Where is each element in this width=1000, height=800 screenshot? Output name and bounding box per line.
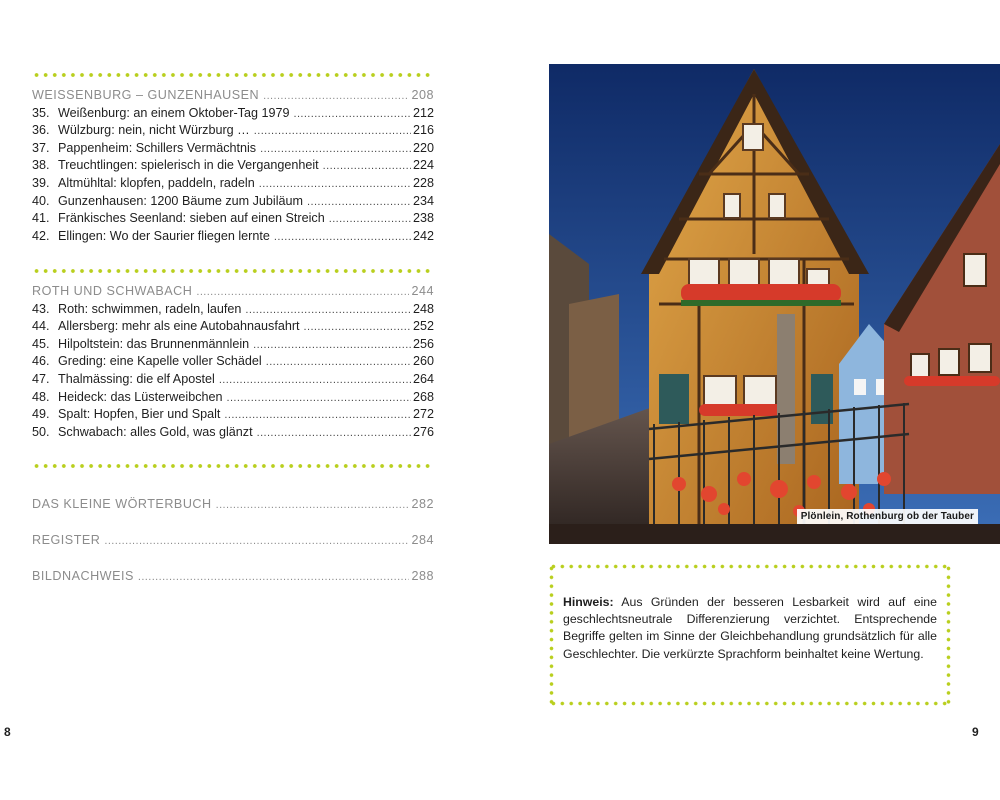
toc-entry-number: 37.	[32, 140, 50, 155]
dot-leader	[274, 229, 411, 247]
toc-entry-title: Greding: eine Kapelle voller Schädel	[58, 354, 262, 369]
dot-leader	[138, 567, 410, 587]
toc-entry-title: Ellingen: Wo der Saurier fliegen lernte	[58, 228, 270, 243]
dotted-border	[549, 701, 951, 706]
toc-entry[interactable]	[32, 228, 434, 246]
toc-appendix-entry[interactable]	[32, 494, 434, 514]
toc-entry-page: 248	[412, 301, 434, 316]
dot-leader	[259, 176, 411, 194]
dot-leader	[253, 337, 411, 355]
dot-leader	[224, 407, 411, 425]
toc-entry-title: Hilpoltstein: das Brunnenmännlein	[58, 336, 250, 351]
dotted-border	[549, 564, 554, 706]
toc-section-heading[interactable]	[32, 87, 434, 105]
toc-entry-title: Heideck: das Lüsterweibchen	[58, 389, 223, 404]
dot-leader	[260, 141, 411, 159]
toc-entry-title: Wülzburg: nein, nicht Würzburg …	[58, 123, 250, 138]
dotted-divider	[32, 463, 434, 469]
toc-entry-page: 216	[412, 123, 434, 138]
toc-entry-page: 242	[412, 228, 434, 243]
toc-appendix-wörterbuch	[32, 494, 434, 514]
toc-appendix-page: 288	[411, 569, 434, 583]
toc-section-weissenburg	[32, 87, 434, 245]
toc-entry[interactable]	[32, 318, 434, 336]
toc-entry-number: 46.	[32, 354, 50, 369]
toc-entry-title: Roth: schwimmen, radeln, laufen	[58, 301, 242, 316]
toc-entry-number: 36.	[32, 123, 50, 138]
toc-entry[interactable]	[32, 210, 434, 228]
dot-leader	[293, 106, 411, 124]
toc-entry[interactable]	[32, 175, 434, 193]
toc-entry[interactable]	[32, 336, 434, 354]
dot-leader	[263, 88, 409, 106]
toc-entry-page: 224	[412, 158, 434, 173]
toc-entry-number: 48.	[32, 389, 50, 404]
toc-entry-number: 49.	[32, 407, 50, 422]
toc-entry-page: 264	[412, 371, 434, 386]
toc-appendix-title: REGISTER	[32, 533, 101, 547]
toc-entry[interactable]	[32, 353, 434, 371]
toc-entry-number: 41.	[32, 211, 50, 226]
toc-section-roth	[32, 283, 434, 441]
toc-entry-title: Thalmässing: die elf Apostel	[58, 371, 215, 386]
dot-leader	[307, 194, 411, 212]
toc-entry-number: 40.	[32, 193, 50, 208]
note-box	[549, 564, 951, 706]
toc-heading-page: 208	[411, 88, 434, 102]
dot-leader	[254, 123, 411, 141]
dot-leader	[227, 390, 411, 408]
page-number-left: 8	[4, 725, 11, 739]
toc-entry-title: Schwabach: alles Gold, was glänzt	[58, 424, 253, 439]
page-number-right: 9	[972, 725, 979, 739]
toc-entry[interactable]	[32, 406, 434, 424]
toc-heading-title: WEISSENBURG – GUNZENHAUSEN	[32, 88, 260, 102]
half-timbered-house-illustration	[549, 64, 1000, 544]
toc-entry-page: 252	[412, 319, 434, 334]
toc-entry-number: 47.	[32, 371, 50, 386]
toc-entry-page: 220	[412, 140, 434, 155]
toc-entry-number: 38.	[32, 158, 50, 173]
toc-appendix-title: DAS KLEINE WÖRTERBUCH	[32, 497, 212, 511]
toc-entry[interactable]	[32, 122, 434, 140]
toc-entry-number: 35.	[32, 105, 50, 120]
toc-heading-page: 244	[411, 284, 434, 298]
toc-entry-title: Gunzenhausen: 1200 Bäume zum Jubiläum	[58, 193, 304, 208]
toc-heading-title: ROTH UND SCHWABACH	[32, 284, 193, 298]
toc-entry-number: 42.	[32, 228, 50, 243]
toc-entry-page: 276	[412, 424, 434, 439]
note-label: Hinweis:	[563, 595, 614, 609]
right-page	[500, 0, 1000, 800]
toc-entry-number: 50.	[32, 424, 50, 439]
toc-appendix-entry[interactable]	[32, 566, 434, 586]
toc-entry-number: 44.	[32, 319, 50, 334]
dotted-divider	[32, 72, 434, 78]
toc-entry-title: Fränkisches Seenland: sieben auf einen Streich	[58, 211, 325, 226]
dot-leader	[323, 158, 411, 176]
toc-entry-number: 43.	[32, 301, 50, 316]
toc-entry-title: Allersberg: mehr als eine Autobahnausfahrt	[58, 319, 300, 334]
toc-entries	[32, 301, 434, 442]
toc-appendix-entry[interactable]	[32, 530, 434, 550]
toc-entry-page: 268	[412, 389, 434, 404]
toc-entry-title: Spalt: Hopfen, Bier und Spalt	[58, 407, 221, 422]
toc-entry-page: 238	[412, 211, 434, 226]
note-body: Aus Gründen der besseren Lesbarkeit wird auf eine geschlechtsneutrale Differenzierung verzichtet. Entsprechende Begriffe gelten im Sinne der Gleichbehandlung grundsätzlich für alle Geschlechter. Die verkürzte Sprachform beinhaltet keine Wertung.	[563, 595, 937, 661]
dotted-border	[549, 564, 951, 569]
toc-entry-title: Weißenburg: an einem Oktober-Tag 1979	[58, 105, 290, 120]
toc-appendix-bildnachweis	[32, 566, 434, 586]
toc-entry[interactable]	[32, 371, 434, 389]
dot-leader	[329, 211, 411, 229]
toc-entry[interactable]	[32, 424, 434, 442]
toc-entry[interactable]	[32, 193, 434, 211]
photo-ploenlein	[549, 64, 1000, 544]
dot-leader	[304, 319, 411, 337]
note-text	[563, 594, 937, 663]
dot-leader	[104, 531, 409, 551]
toc-appendix-register	[32, 530, 434, 550]
toc-entry[interactable]	[32, 389, 434, 407]
toc-entry-page: 272	[412, 407, 434, 422]
toc-entry-title: Altmühltal: klopfen, paddeln, radeln	[58, 175, 255, 190]
toc-section-heading[interactable]	[32, 283, 434, 301]
dot-leader	[245, 302, 411, 320]
dot-leader	[196, 284, 409, 302]
toc-entry-title: Pappenheim: Schillers Vermächtnis	[58, 140, 257, 155]
dotted-divider	[32, 268, 434, 274]
dotted-border	[946, 564, 951, 706]
dot-leader	[266, 354, 411, 372]
toc-entry-number: 45.	[32, 336, 50, 351]
toc-entries	[32, 105, 434, 246]
toc-appendix-title: BILDNACHWEIS	[32, 569, 134, 583]
toc-entry-page: 260	[412, 354, 434, 369]
toc-entry[interactable]	[32, 301, 434, 319]
toc-entry[interactable]	[32, 105, 434, 123]
toc-entry-page: 212	[412, 105, 434, 120]
dot-leader	[219, 372, 411, 390]
photo-caption: Plönlein, Rothenburg ob der Tauber	[797, 509, 978, 524]
dot-leader	[216, 495, 410, 515]
toc-entry-number: 39.	[32, 175, 50, 190]
toc-entry[interactable]	[32, 157, 434, 175]
dot-leader	[257, 425, 411, 443]
toc-appendix-page: 282	[411, 497, 434, 511]
toc-entry-page: 234	[412, 193, 434, 208]
toc-appendix-page: 284	[411, 533, 434, 547]
toc-entry[interactable]	[32, 140, 434, 158]
toc-entry-title: Treuchtlingen: spielerisch in die Vergangenheit	[58, 158, 319, 173]
toc-entry-page: 256	[412, 336, 434, 351]
toc-entry-page: 228	[412, 175, 434, 190]
